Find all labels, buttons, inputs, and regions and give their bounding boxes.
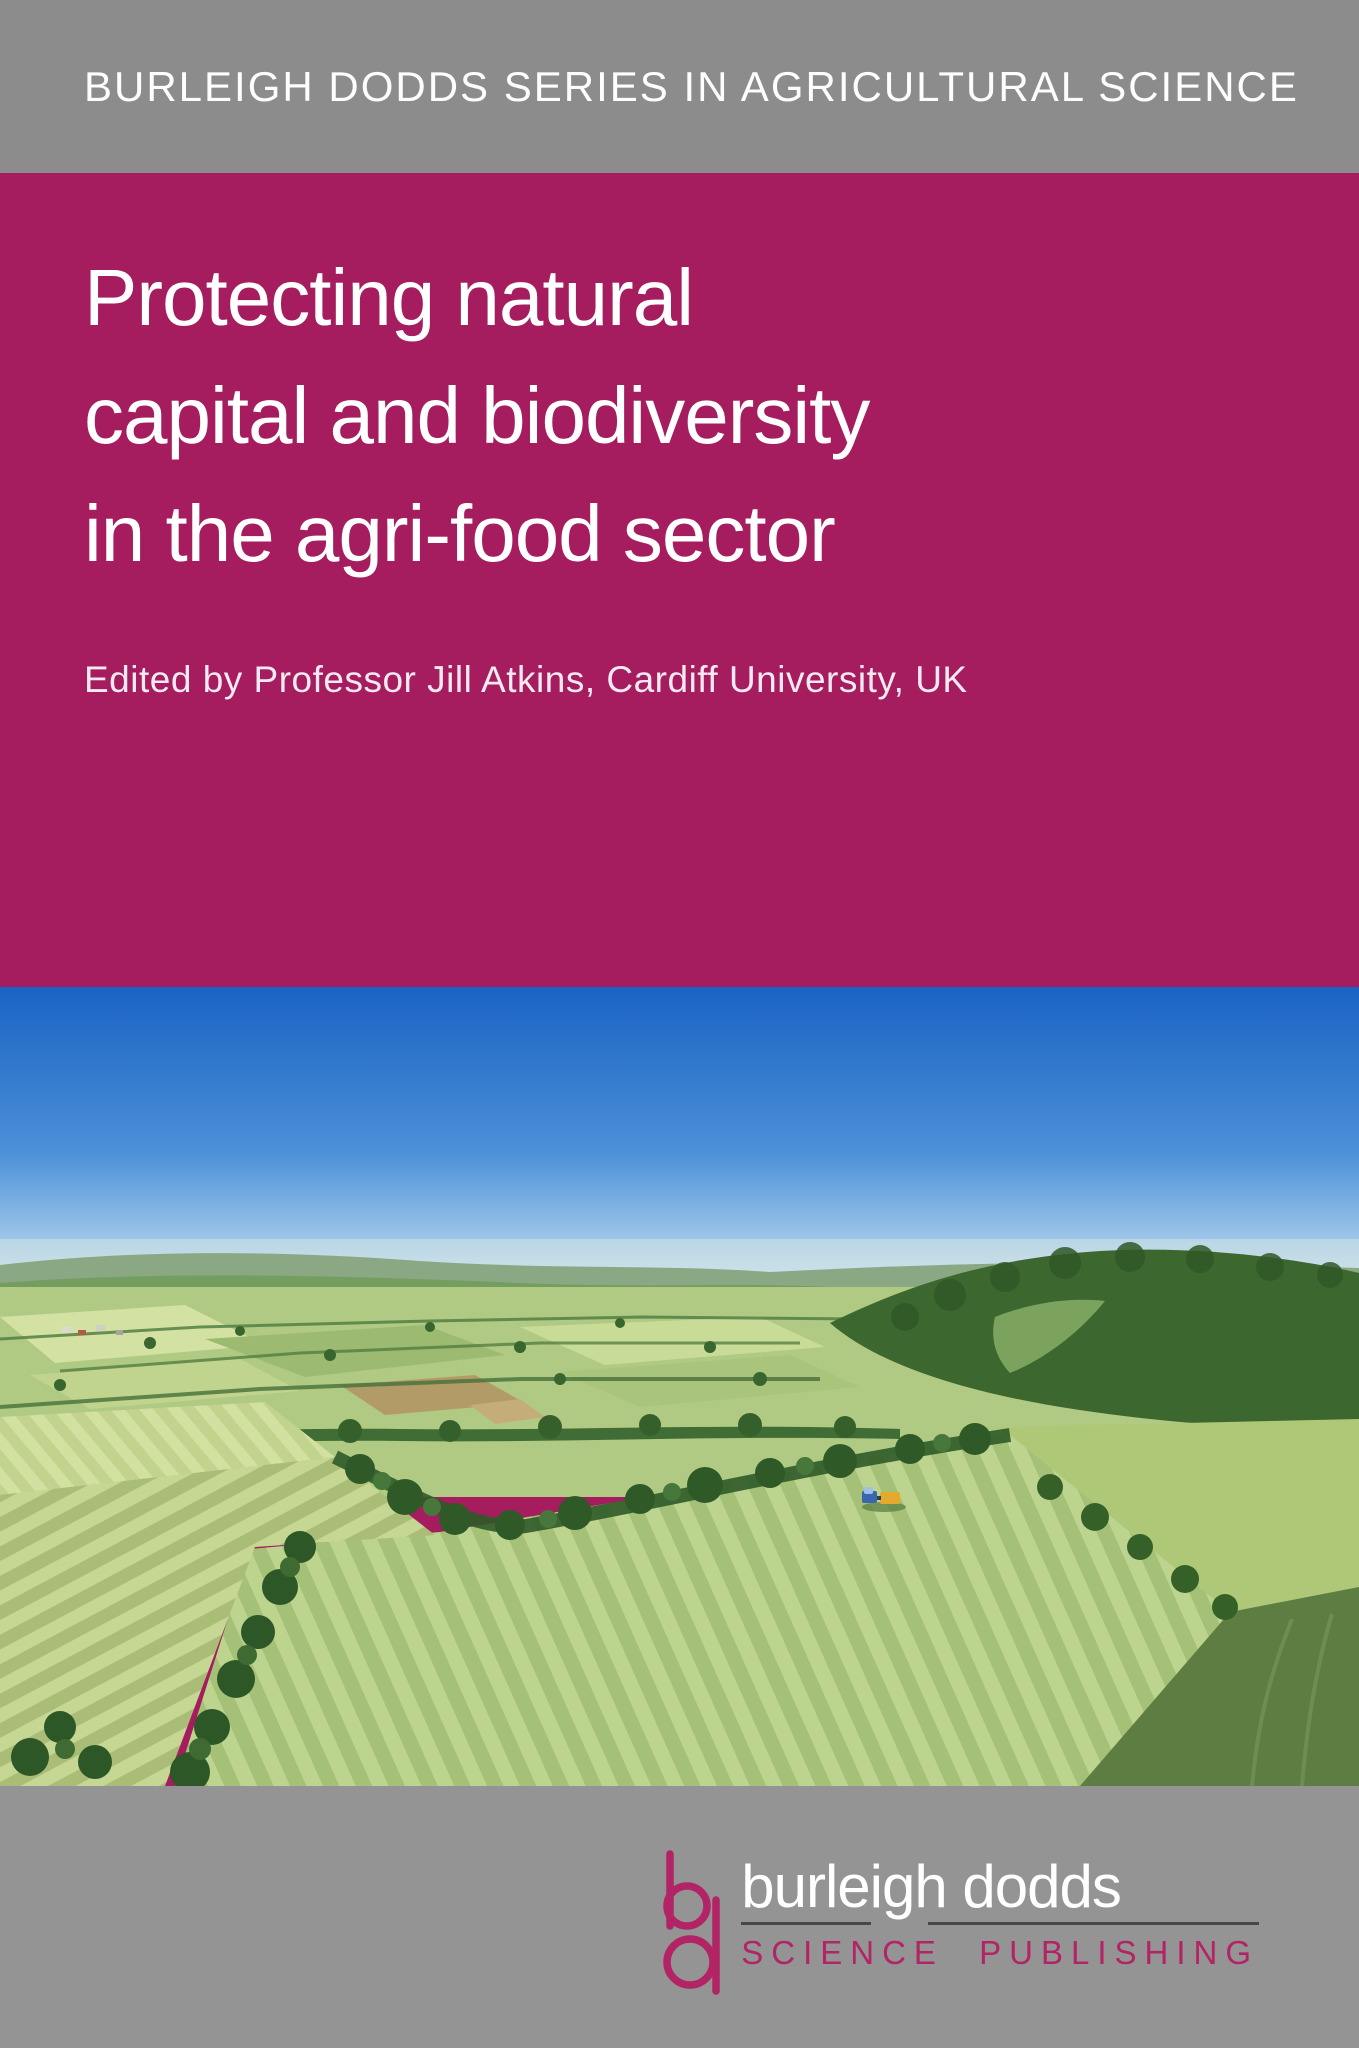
bd-monogram-icon xyxy=(661,1850,727,1998)
series-banner xyxy=(0,0,1359,173)
logo-divider xyxy=(741,1922,1259,1925)
publisher-logo xyxy=(661,1850,1259,1998)
title-block xyxy=(0,173,1359,987)
cover-photo-aerial-farmland xyxy=(0,987,1359,1786)
book-title-line-2: capital and biodiversity xyxy=(84,371,870,460)
publisher-logo-text xyxy=(741,1850,1259,1972)
publisher-footer xyxy=(0,1786,1359,2048)
publisher-tagline: SCIENCE PUBLISHING xyxy=(741,1934,1259,1971)
editor-line: Edited by Professor Jill Atkins, Cardiff University, UK xyxy=(84,659,968,700)
publisher-name: burleigh dodds xyxy=(741,1853,1121,1920)
series-banner-text: BURLEIGH DODDS SERIES IN AGRICULTURAL SCIENCE xyxy=(84,62,1299,110)
book-title xyxy=(84,239,1299,593)
book-title-line-1: Protecting natural xyxy=(84,253,694,342)
book-title-line-3: in the agri-food sector xyxy=(84,489,835,578)
